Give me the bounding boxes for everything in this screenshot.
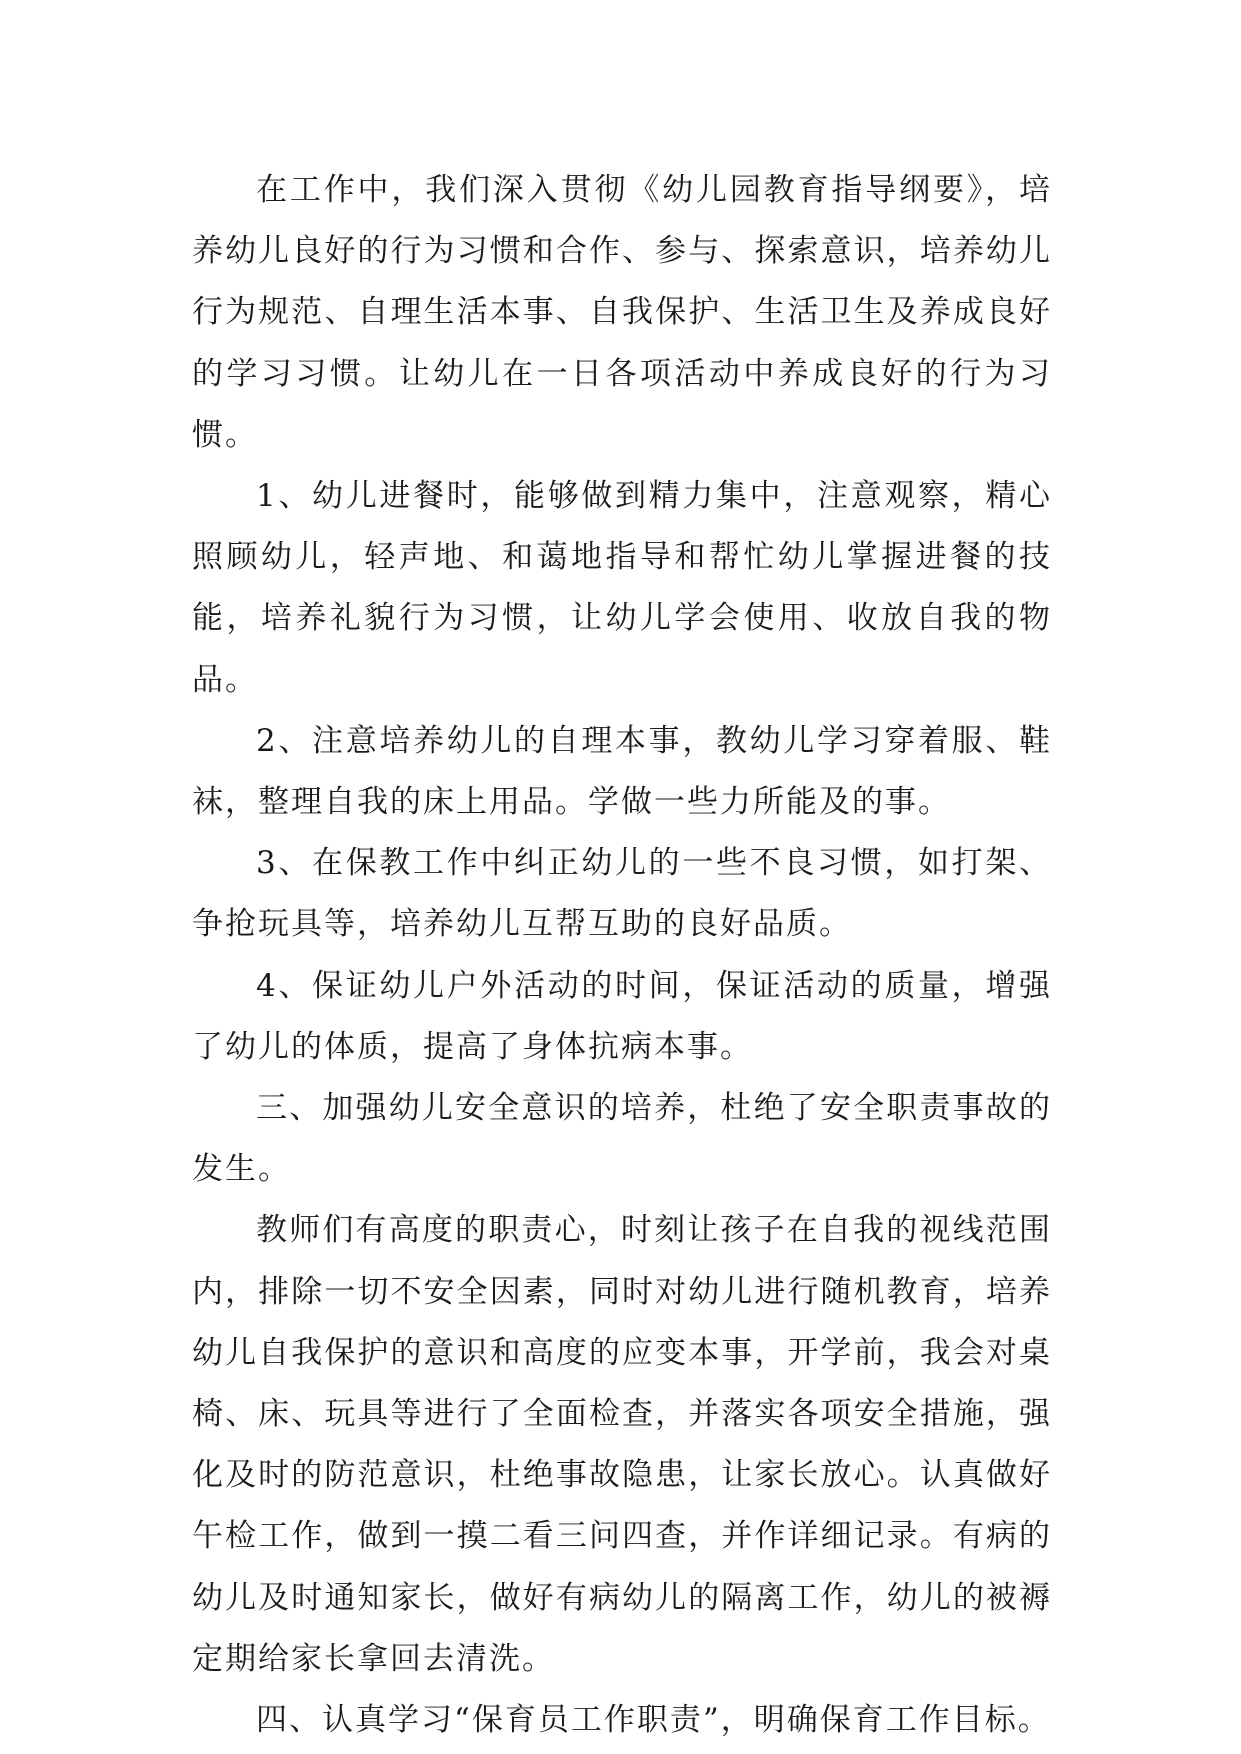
paragraph-item-4: 4、保证幼儿户外活动的时间，保证活动的质量，增强了幼儿的体质，提高了身体抗病本事。 — [192, 967, 1052, 1065]
section-heading-4: 四、认真学习“保育员工作职责”，明确保育工作目标。 — [256, 1702, 1051, 1739]
paragraph-safety: 教师们有高度的职责心，时刻让孩子在自我的视线范围内，排除一切不安全因素，同时对幼儿进行随机教育，培养幼儿自我保护的意识和高度的应变本事，开学前，我会对桌椅、床、玩具等进行了全面检查，并落实各项安全措施，强化及时的防范意识，杜绝事故隐患，让家长放心。认真做好午检工作，做到一摸二看三问四查，并作详细记录。有病的幼儿及时通知家长，做好有病幼儿的隔离工作，幼儿的被褥定期给家长拿回去清洗。 — [192, 1212, 1052, 1677]
section-heading-3: 三、加强幼儿安全意识的培养，杜绝了安全职责事故的发生。 — [192, 1090, 1052, 1188]
paragraph-intro: 在工作中，我们深入贯彻《幼儿园教育指导纲要》，培养幼儿良好的行为习惯和合作、参与、探索意识，培养幼儿行为规范、自理生活本事、自我保护、生活卫生及养成良好的学习习惯。让幼儿在一日各项活动中养成良好的行为习惯。 — [192, 172, 1052, 453]
paragraph-item-1: 1、幼儿进餐时，能够做到精力集中，注意观察，精心照顾幼儿，轻声地、和蔼地指导和帮忙幼儿掌握进餐的技能，培养礼貌行为习惯，让幼儿学会使用、收放自我的物品。 — [192, 478, 1052, 698]
paragraph-item-3: 3、在保教工作中纠正幼儿的一些不良习惯，如打架、争抢玩具等，培养幼儿互帮互助的良好品质。 — [192, 845, 1052, 943]
paragraph-item-2: 2、注意培养幼儿的自理本事，教幼儿学习穿着服、鞋袜，整理自我的床上用品。学做一些力所能及的事。 — [192, 722, 1052, 821]
document-page — [192, 160, 1052, 1751]
